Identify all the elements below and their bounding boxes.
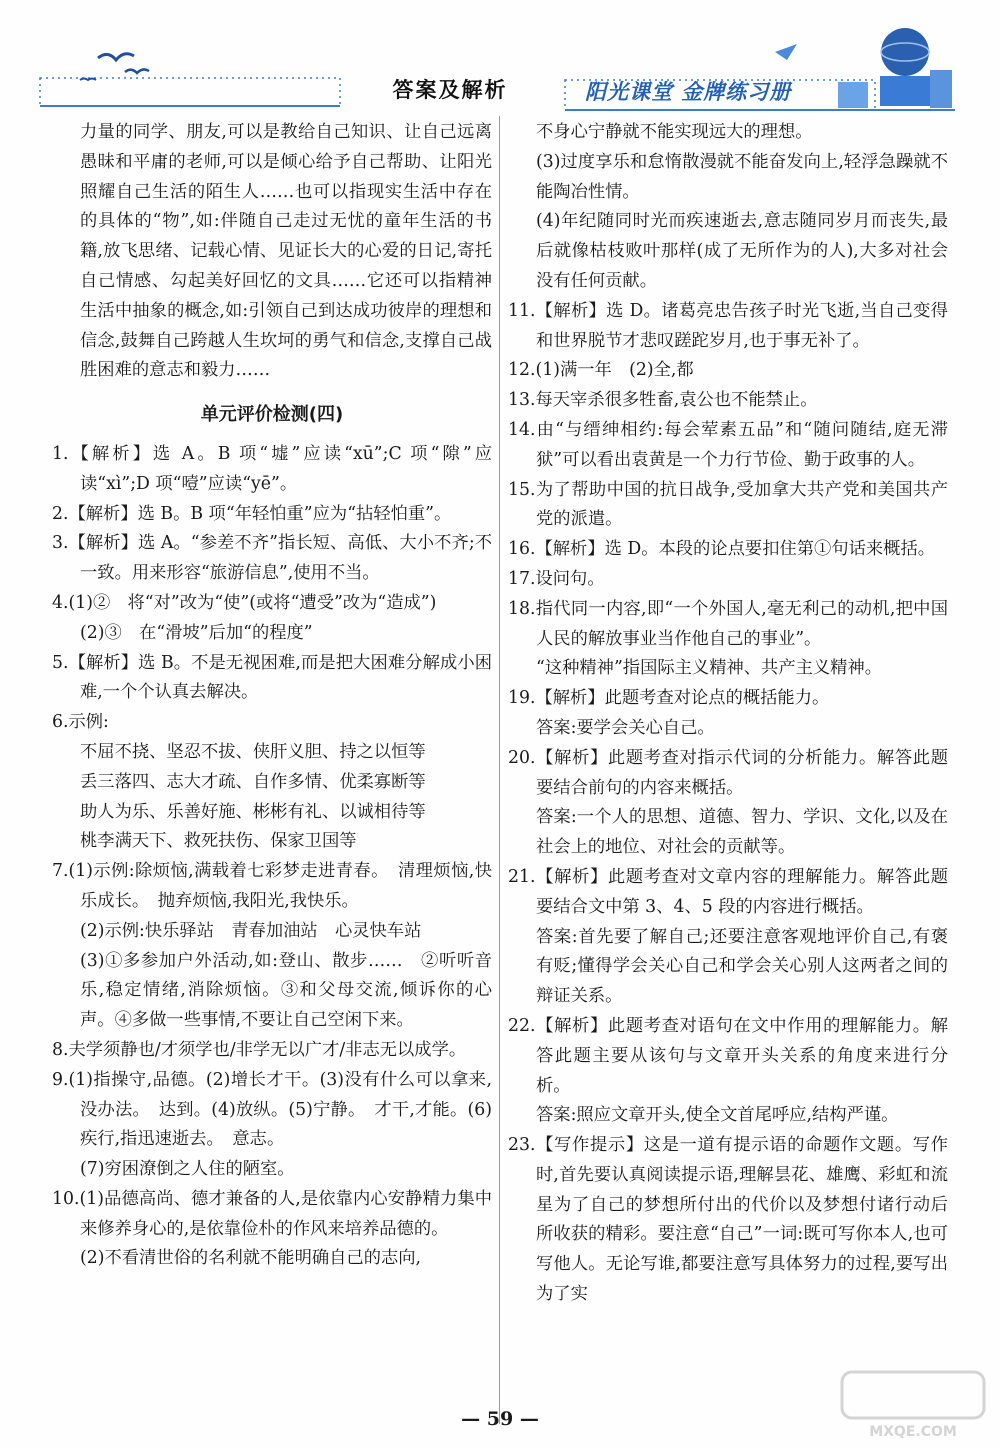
intro-paragraph: 力量的同学、朋友,可以是教给自己知识、让自己远离愚昧和平庸的老师,可以是倾心给予自己帮助、让阳光照耀自己生活的陌生人……也可以指现实生活中存在的具体的“物”,如:伴随自己走过无忧的童年生活的书籍,放飞思绪、记载心情、见证长大的心爱的日记,寄托自己情感、勾起美好回忆的文具……它还可以指精神生活中抽象的概念,如:引领自己到达成功彼岸的理想和信念,鼓舞自己跨越人生坎坷的勇气和信念,支撑自己战胜困难的意志和毅力…… <box>80 122 492 381</box>
answer-item: 20.【解析】此题考查对指示代词的分析能力。解答此题要结合前句的内容来概括。 <box>508 747 948 798</box>
answer-item: 5.【解析】选 B。不是无视困难,而是把大困难分解成小困难,一个个认真去解决。 <box>52 652 492 703</box>
answer-item: 21.【解析】此题考查对文章内容的理解能力。解答此题要结合文中第 3、4、5 段的内容进行概括。 <box>508 866 948 917</box>
header-brand: 阳光课堂 金牌练习册 <box>585 80 792 104</box>
answer-item: 18.指代同一内容,即“一个外国人,毫无利己的动机,把中国人民的解放事业当作他自己的事业”。 <box>508 598 948 649</box>
answer-item: 12.(1)满一年 (2)全,都 <box>508 360 694 381</box>
answer-item: 15.为了帮助中国的抗日战争,受加拿大共产党和美国共产党的派遣。 <box>508 479 948 530</box>
answer-item: (2)③ 在“滑坡”后加“的程度” <box>80 622 313 643</box>
answer-item: 2.【解析】选 B。B 项“年轻怕重”应为“拈轻怕重”。 <box>52 503 452 524</box>
answer-item: 11.【解析】选 D。诸葛亮忠告孩子时光飞逝,当自己变得和世界脱节才悲叹蹉跎岁月,也于事无补了。 <box>508 300 948 351</box>
section-title: 单元评价检测(四) <box>200 404 344 426</box>
answer-item: 8.夫学须静也/才须学也/非学无以广才/非志无以成学。 <box>52 1039 467 1060</box>
answer-item: “这种精神”指国际主义精神、共产主义精神。 <box>536 658 883 679</box>
example-line: 桃李满天下、救死扶伤、保家卫国等 <box>80 831 357 852</box>
answer-item: (3)①多参加户外活动,如:登山、散步…… ②听听音乐,稳定情绪,消除烦恼。③和父母交流,倾诉你的心声。④多做一些事情,不要让自己空闲下来。 <box>80 950 492 1031</box>
answer-item: 23.【写作提示】这是一道有提示语的命题作文题。写作时,首先要认真阅读提示语,理解昙花、雄鹰、彩虹和流星为了自己的梦想所付出的代价以及梦想付诸行动后所收获的精彩。要注意“自己”一词:既可写你本人,也可写他人。无论写谁,都要注意写具体努力的过程,要写出为了实 <box>508 1135 948 1305</box>
answer-item: 不身心宁静就不能实现远大的理想。 <box>536 122 813 142</box>
answer-item: 1.【解析】选 A。B 项“墟”应读“xū”;C 项“隙”应读“xì”;D 项“噎”应读“yē”。 <box>52 443 492 494</box>
answer-item: 22.【解析】此题考查对语句在文中作用的理解能力。解答此题主要从该句与文章开头关系的角度来进行分析。 <box>508 1015 948 1096</box>
answer-item: 答案:要学会关心自己。 <box>536 717 715 738</box>
example-line: 不屈不挠、坚忍不拔、侠肝义胆、持之以恒等 <box>80 741 426 762</box>
answer-item: 16.【解析】选 D。本段的论点要扣住第①句话来概括。 <box>508 539 936 560</box>
answer-item: 14.由“与缙绅相约:每会荤素五品”和“随问随结,庭无滞狱”可以看出袁黄是一个力行节俭、勤于政事的人。 <box>508 419 948 470</box>
answer-item: (3)过度享乐和怠惰散漫就不能奋发向上,轻浮急躁就不能陶冶性情。 <box>536 151 948 202</box>
watermark-logo <box>838 1368 988 1443</box>
header-title: 答案及解析 <box>392 78 508 102</box>
svg-text:MXQE.COM: MXQE.COM <box>869 1424 957 1440</box>
page-number: — 59 — <box>461 1408 539 1430</box>
answer-item: (2)示例:快乐驿站 青春加油站 心灵快车站 <box>80 920 422 941</box>
answer-item: 4.(1)② 将“对”改为“使”(或将“遭受”改为“造成”) <box>52 592 437 613</box>
answer-item: 6.示例: <box>52 712 109 733</box>
answer-item: 3.【解析】选 A。“参差不齐”指长短、高低、大小不齐;不一致。用来形容“旅游信息”,使用不当。 <box>52 533 492 584</box>
answer-item: 9.(1)指操守,品德。(2)增长才干。(3)没有什么可以拿来,没办法。 达到。(4)放纵。(5)宁静。 才干,才能。(6)疾行,指迅速逝去。 意志。 <box>52 1069 492 1150</box>
bird-icon <box>98 54 134 60</box>
answer-item: 10.(1)品德高尚、德才兼备的人,是依靠内心安静精力集中来修养身心的,是依靠俭朴的作风来培养品德的。 <box>52 1188 492 1239</box>
example-line: 助人为乐、乐善好施、彬彬有礼、以诚相待等 <box>80 801 426 822</box>
answer-item: 7.(1)示例:除烦恼,满载着七彩梦走进青春。 清理烦恼,快乐成长。 抛弃烦恼,我阳光,我快乐。 <box>52 861 492 911</box>
example-line: 丢三落四、志大才疏、自作多情、优柔寡断等 <box>80 771 426 792</box>
answer-item: 17.设问句。 <box>508 568 605 589</box>
answer-item: 答案:首先要了解自己;还要注意客观地评价自己,有褒有贬;懂得学会关心自己和学会关心别人这两者之间的辩证关系。 <box>536 926 948 1007</box>
answer-item: 13.每天宰杀很多牲畜,袁公也不能禁止。 <box>508 390 818 411</box>
answer-item: (4)年纪随同时光而疾速逝去,意志随同岁月而丧失,最后就像枯枝败叶那样(成了无所作为的人),大多对社会没有任何贡献。 <box>536 211 948 291</box>
left-column <box>52 118 492 1274</box>
answer-item: 19.【解析】此题考查对论点的概括能力。 <box>508 688 830 709</box>
bird-icon <box>125 69 149 73</box>
globe-icon <box>881 28 929 76</box>
answer-item: (7)穷困潦倒之人住的陋室。 <box>80 1159 295 1180</box>
column-divider <box>499 116 500 1424</box>
answer-item: (2)不看清世俗的名利就不能明确自己的志向, <box>80 1248 422 1269</box>
answer-item: 答案:一个人的思想、道德、智力、学识、文化,以及在社会上的地位、对社会的贡献等。 <box>536 807 948 858</box>
right-column <box>508 118 948 1310</box>
answer-item: 答案:照应文章开头,使全文首尾呼应,结构严谨。 <box>536 1105 899 1126</box>
paper-plane-icon <box>775 44 797 60</box>
page-header <box>0 0 1000 118</box>
